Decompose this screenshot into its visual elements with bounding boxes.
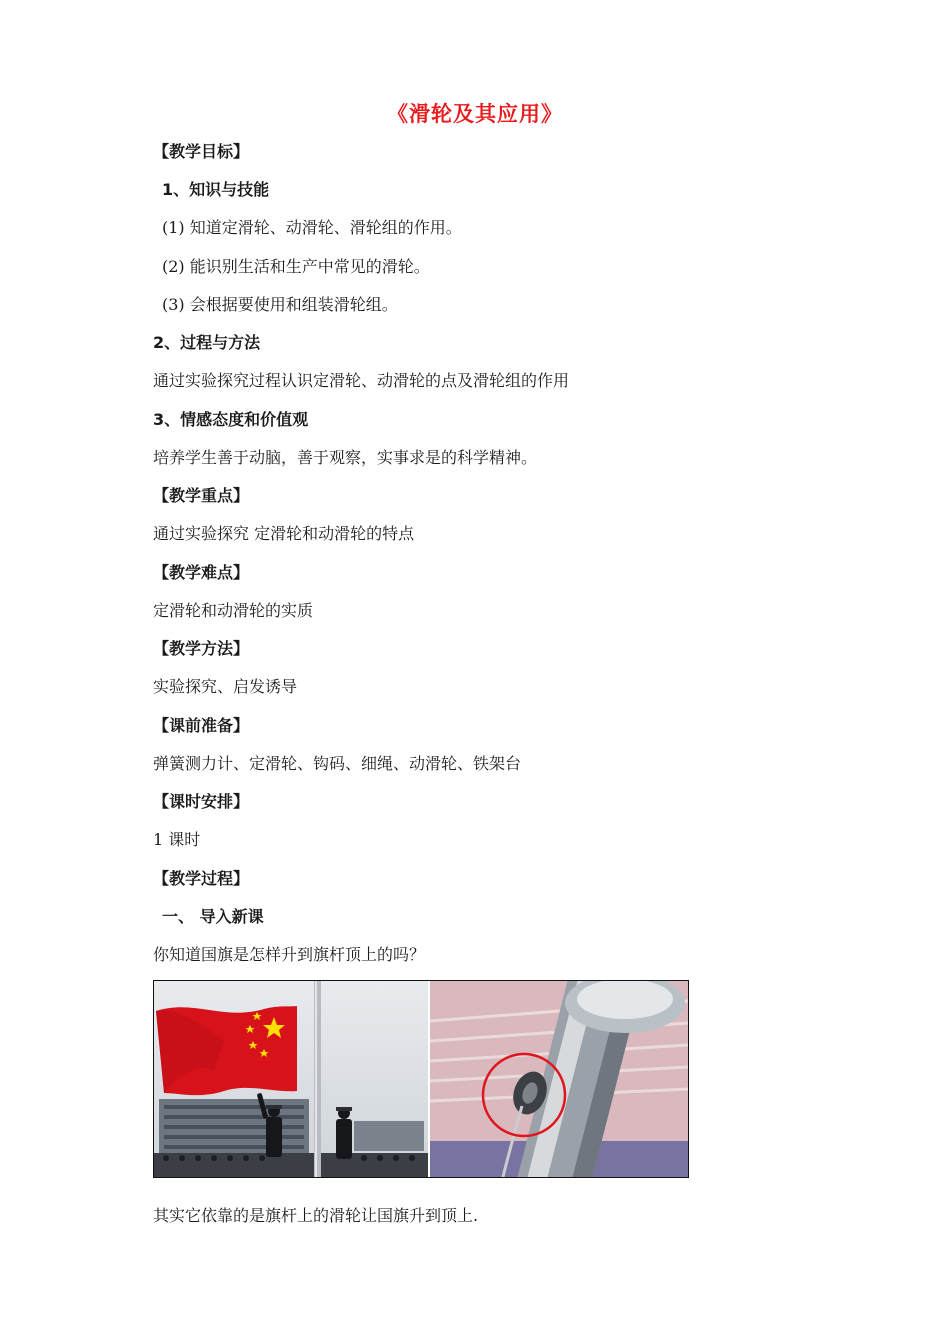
attitude-text: 培养学生善于动脑，善于观察，实事求是的科学精神。 (153, 448, 538, 467)
flag-raising-figure (153, 980, 689, 1178)
conclusion-text: 其实它依靠的是旗杆上的滑轮让国旗升到顶上. (153, 1206, 479, 1225)
difficulty-text: 定滑轮和动滑轮的实质 (153, 601, 314, 620)
intro-question: 你知道国旗是怎样升到旗杆顶上的吗？ (153, 945, 426, 964)
intro-header: 一、 导入新课 (162, 907, 264, 926)
goal-item-1: (1) 知道定滑轮、动滑轮、滑轮组的作用。 (162, 218, 462, 237)
knowledge-skills-header: 1、知识与技能 (162, 180, 270, 199)
page-title: 《滑轮及其应用》 (387, 102, 563, 126)
process-method-header: 2、过程与方法 (153, 333, 261, 352)
schedule-header: 【课时安排】 (153, 792, 250, 811)
goal-item-3: (3) 会根据要使用和组装滑轮组。 (162, 295, 398, 314)
prep-text: 弹簧测力计、定滑轮、钩码、细绳、动滑轮、铁架台 (153, 754, 522, 773)
focus-header: 【教学重点】 (153, 486, 250, 505)
attitude-header: 3、情感态度和价值观 (153, 410, 309, 429)
pulley-closeup-photo (430, 981, 688, 1177)
difficulty-header: 【教学难点】 (153, 563, 250, 582)
method-header: 【教学方法】 (153, 639, 250, 658)
method-text: 实验探究、启发诱导 (153, 677, 298, 696)
flag-raising-photo (154, 981, 428, 1177)
process-header: 【教学过程】 (153, 869, 250, 888)
schedule-text: 1 课时 (153, 830, 201, 849)
process-method-text: 通过实验探究过程认识定滑轮、动滑轮的点及滑轮组的作用 (153, 371, 570, 390)
goal-item-2: (2) 能识别生活和生产中常见的滑轮。 (162, 257, 430, 276)
prep-header: 【课前准备】 (153, 716, 250, 735)
goals-header: 【教学目标】 (153, 142, 250, 161)
focus-text: 通过实验探究 定滑轮和动滑轮的特点 (153, 524, 415, 543)
